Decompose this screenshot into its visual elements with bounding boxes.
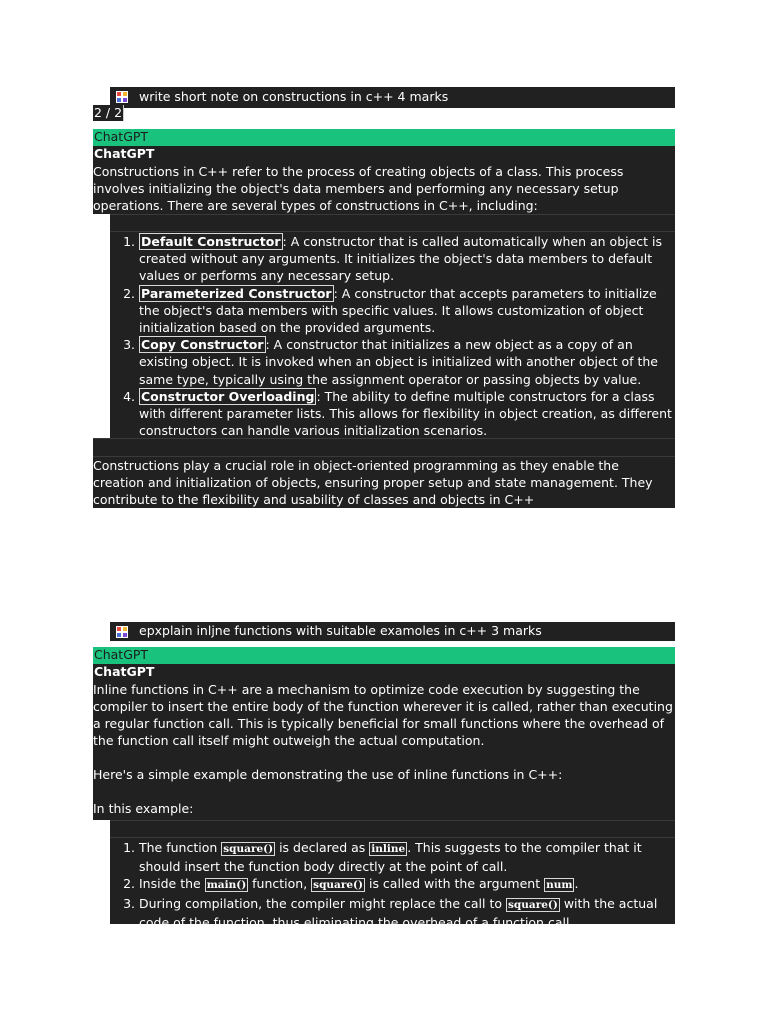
- user-question-row-1: [110, 87, 675, 108]
- user-question-row-2: [110, 622, 675, 641]
- list-item-text: The function: [139, 840, 222, 855]
- list-item: [139, 233, 675, 285]
- list-item-text: : The ability to define multiple constructors for a class with different parameter lists. This allows for flexibility in object creation, as different constructors can handle various initialization scenarios.: [139, 388, 672, 439]
- chatgpt-header-bar: ChatGPT: [93, 129, 675, 146]
- list-item-text: During compilation, the compiler might replace the call to: [139, 895, 506, 911]
- code-token: inline: [371, 843, 406, 855]
- code-token: square(): [508, 898, 558, 911]
- list-bottom-strip: [93, 438, 675, 457]
- chatgpt-author-label: ChatGPT: [93, 664, 675, 681]
- inline-para-3: In this example:: [93, 801, 194, 816]
- inline-para-1: Inline functions in C++ are a mechanism to optimize code execution by suggesting the compiler to insert the entire body of the function wherever it is called, rather than executing a regular function call. This is typically beneficial for small functions where the overhead of the function call itself might outweigh the actual computation.: [93, 682, 673, 748]
- list-item: [139, 336, 675, 388]
- list-item-text: . This suggests to the compiler that it should insert the function body directly at the point of call.: [139, 840, 642, 875]
- intro-text: Constructions in C++ refer to the process of creating objects of a class. This process involves initializing the object's data members and performing any necessary setup operations. There are several types of constructions in C++, including:: [93, 164, 624, 213]
- chatgpt-author-label: ChatGPT: [93, 146, 675, 163]
- list-item: [139, 839, 675, 875]
- user-question-text: write short note on constructions in c++ 4 marks: [139, 89, 449, 104]
- list-item-text: is declared as: [275, 840, 370, 855]
- list-item: [139, 895, 675, 931]
- list-item-text: .: [574, 876, 579, 892]
- code-token: square(): [313, 879, 363, 892]
- list-item-text: : A constructor that initializes a new object as a copy of an existing object. It is invoked when an object is initialized with another object of the same type, typically using the assignment operator or passing objects by value.: [139, 337, 659, 387]
- list-item: [139, 388, 675, 440]
- list-item-text: function,: [248, 876, 312, 892]
- list-item-text: : A constructor that accepts parameters to initialize the object's data members with specific values. It allows customization of object initialization based on the provided arguments.: [139, 285, 657, 336]
- code-token: num: [546, 879, 573, 892]
- inline-steps-list: [110, 838, 675, 930]
- list-item-text: is called with the argument: [365, 876, 545, 892]
- list-item-text: Inside the: [139, 876, 205, 892]
- list-item: [139, 285, 675, 337]
- code-token: main(): [206, 879, 247, 892]
- list-item-term: Constructor Overloading: [141, 388, 315, 404]
- chatgpt-header-bar: ChatGPT: [93, 647, 675, 664]
- user-avatar-icon: [116, 91, 128, 103]
- inline-explanation: [93, 681, 675, 820]
- code-token: square(): [223, 843, 274, 855]
- user-question-text: epxplain inljne functions with suitable examoles in c++ 3 marks: [139, 623, 542, 638]
- list-item-text: : A constructor that is called automatically when an object is created without any arguments. It initializes the object's data members to default values or performs any necessary setup.: [139, 234, 663, 284]
- conclusion-paragraph: [93, 457, 675, 508]
- intro-paragraph: [93, 163, 675, 214]
- response-pager[interactable]: 2 / 2: [94, 105, 123, 120]
- list-item-term: Copy Constructor: [141, 337, 264, 353]
- list-item-term: Parameterized Constructor: [141, 285, 332, 301]
- conclusion-text: Constructions play a crucial role in object-oriented programming as they enable the creation and initialization of objects, ensuring proper setup and state management. They contribute to the flexibility and usability of classes and objects in C++: [93, 458, 653, 507]
- list-item-term: Default Constructor: [141, 234, 281, 249]
- list-item: [139, 875, 675, 894]
- list-top-strip: [110, 820, 675, 838]
- list-item-text: with the actual code of the function, thus eliminating the overhead of a function call.: [139, 895, 658, 930]
- user-avatar-icon: [116, 626, 128, 638]
- constructor-types-list: [110, 232, 675, 438]
- list-top-strip: [110, 214, 675, 232]
- inline-para-2: Here's a simple example demonstrating the use of inline functions in C++:: [93, 767, 563, 782]
